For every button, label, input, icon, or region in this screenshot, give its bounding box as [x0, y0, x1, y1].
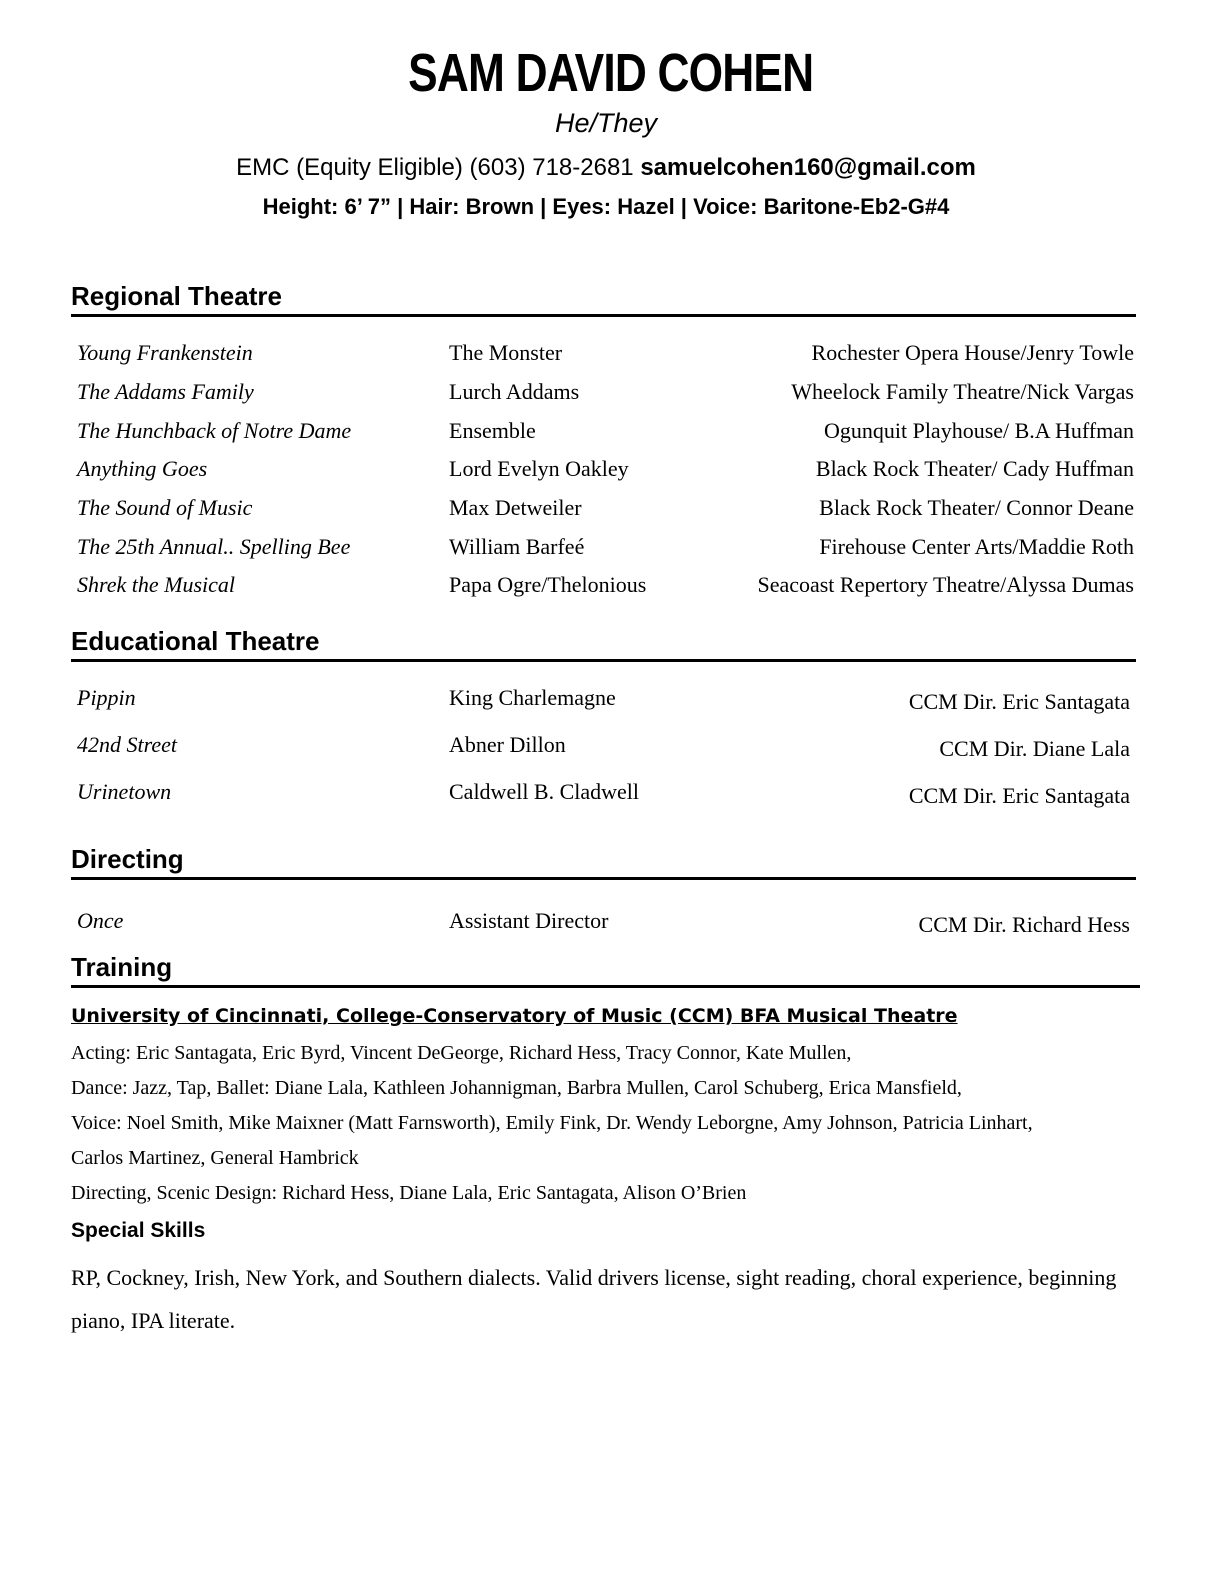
credit-role: William Barfeé [449, 534, 585, 559]
credit-venue: Ogunquit Playhouse/ B.A Huffman [823, 418, 1134, 443]
credit-row [0, 732, 1224, 762]
credit-role: King Charlemagne [449, 685, 616, 710]
credit-show: Once [77, 908, 124, 933]
pronouns: He/They [554, 108, 658, 138]
credit-role: The Monster [449, 340, 563, 365]
section-heading-directing: Directing [71, 844, 1136, 880]
credit-venue: Black Rock Theater/ Cady Huffman [815, 456, 1134, 481]
training-line: Dance: Jazz, Tap, Ballet: Diane Lala, Kathleen Johannigman, Barbra Mullen, Carol Schuberg, Erica Mansfield, [71, 1077, 962, 1099]
training-line: Directing, Scenic Design: Richard Hess, Diane Lala, Eric Santagata, Alison O’Brien [71, 1182, 747, 1204]
credit-row [0, 340, 1224, 370]
credit-role: Assistant Director [449, 908, 609, 933]
credit-role: Lord Evelyn Oakley [449, 456, 629, 481]
credit-row [0, 495, 1224, 525]
training-line: Acting: Eric Santagata, Eric Byrd, Vincent DeGeorge, Richard Hess, Tracy Connor, Kate Mullen, [71, 1042, 852, 1064]
credit-venue: Seacoast Repertory Theatre/Alyssa Dumas [757, 572, 1134, 597]
contact-line [0, 154, 1212, 182]
special-skills-text: RP, Cockney, Irish, New York, and Southern dialects. Valid drivers license, sight reading, choral experience, beginning piano, IPA literate. [71, 1265, 1117, 1333]
special-skills-heading: Special Skills [71, 1219, 206, 1242]
credit-show: Shrek the Musical [77, 572, 236, 597]
credit-role: Ensemble [449, 418, 536, 443]
credit-venue: Wheelock Family Theatre/Nick Vargas [791, 379, 1134, 404]
training-line: Voice: Noel Smith, Mike Maixner (Matt Farnsworth), Emily Fink, Dr. Wendy Leborgne, Amy Johnson, Patricia Linhart, [71, 1112, 1033, 1134]
training-line: Carlos Martinez, General Hambrick [71, 1147, 359, 1169]
credit-row [0, 572, 1224, 602]
credit-row [0, 418, 1224, 448]
credit-venue: Firehouse Center Arts/Maddie Roth [819, 534, 1134, 559]
resume-name: SAM DAVID COHEN [408, 43, 814, 103]
credit-row [0, 379, 1224, 409]
credit-row [0, 779, 1224, 809]
credit-venue: CCM Dir. Diane Lala [939, 736, 1130, 761]
section-heading-training: Training [71, 952, 1140, 988]
credit-show: The Addams Family [77, 379, 254, 404]
credit-role: Abner Dillon [449, 732, 566, 757]
credit-show: Young Frankenstein [77, 340, 253, 365]
credit-row [0, 534, 1224, 564]
credit-row [0, 456, 1224, 486]
section-heading-educational: Educational Theatre [71, 626, 1136, 662]
credit-role: Papa Ogre/Thelonious [449, 572, 647, 597]
credit-venue: CCM Dir. Eric Santagata [908, 783, 1130, 808]
credit-show: 42nd Street [77, 732, 177, 757]
credit-show: Anything Goes [77, 456, 208, 481]
training-school: University of Cincinnati, College-Conservatory of Music (CCM) BFA Musical Theatre [71, 1005, 958, 1027]
credit-row [0, 908, 1224, 938]
credit-venue: Rochester Opera House/Jenry Towle [811, 340, 1134, 365]
credit-row [0, 685, 1224, 715]
credit-role: Lurch Addams [449, 379, 580, 404]
credit-show: The Hunchback of Notre Dame [77, 418, 352, 443]
credit-show: Pippin [77, 685, 136, 710]
contact-prefix: EMC (Equity Eligible) (603) 718-2681 [236, 154, 634, 181]
credit-venue: Black Rock Theater/ Connor Deane [819, 495, 1134, 520]
credit-show: Urinetown [77, 779, 172, 804]
credit-show: The Sound of Music [77, 495, 253, 520]
credit-role: Max Detweiler [449, 495, 582, 520]
email-address: samuelcohen160@gmail.com [640, 154, 976, 181]
physical-stats: Height: 6’ 7” | Hair: Brown | Eyes: Hazel | Voice: Baritone-Eb2-G#4 [262, 194, 950, 219]
credit-role: Caldwell B. Cladwell [449, 779, 640, 804]
credit-venue: CCM Dir. Richard Hess [918, 912, 1130, 937]
credit-venue: CCM Dir. Eric Santagata [908, 689, 1130, 714]
credit-show: The 25th Annual.. Spelling Bee [77, 534, 351, 559]
section-heading-regional: Regional Theatre [71, 281, 1136, 317]
